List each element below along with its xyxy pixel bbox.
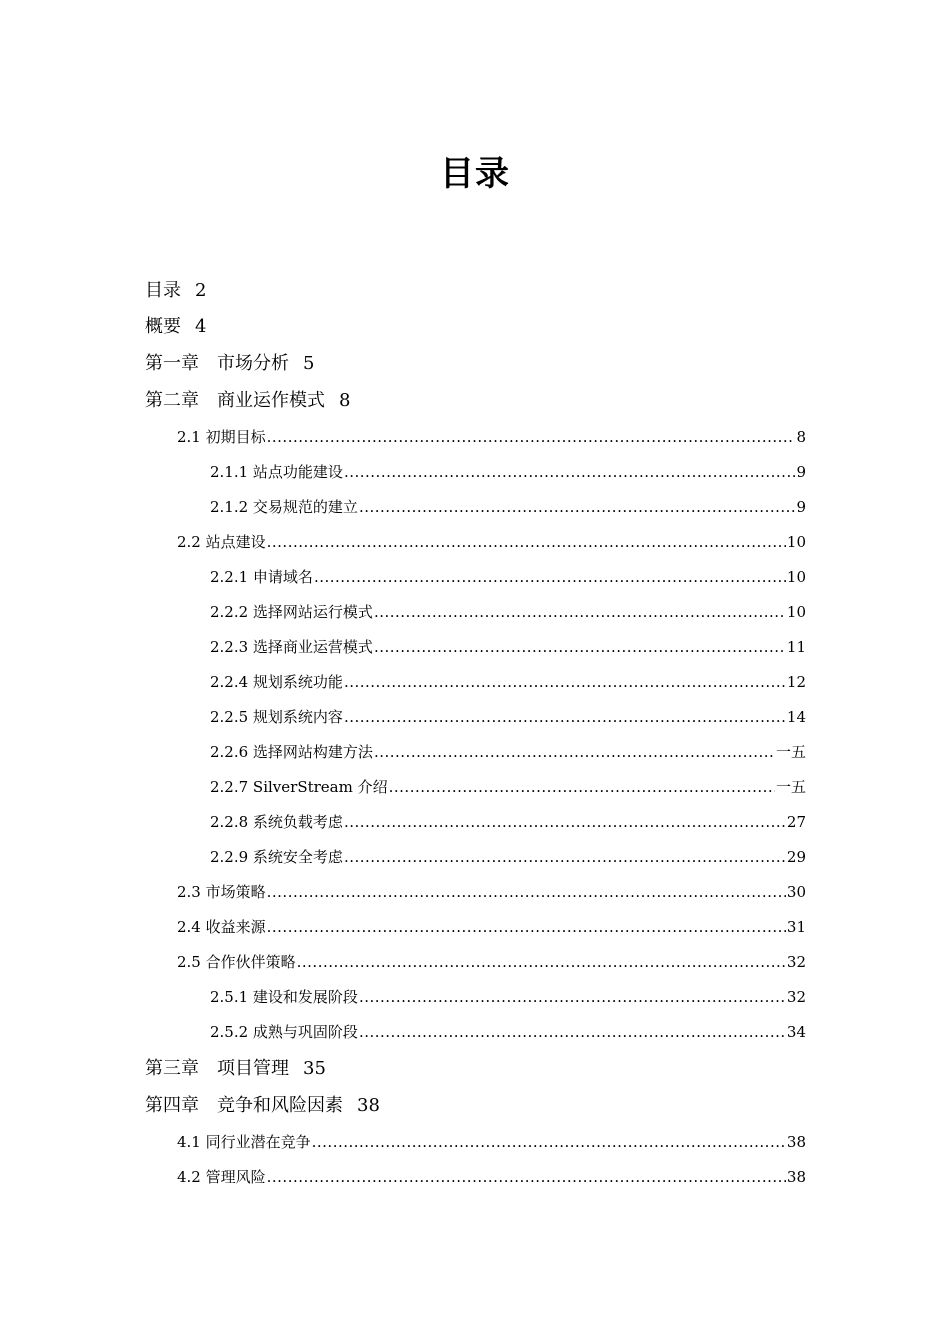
toc-chapter-label: 第三章 项目管理 [145,1058,289,1079]
toc-entry-4-1[interactable] [177,1131,806,1153]
dot-leader [359,496,796,518]
toc-entry-2-2-9[interactable] [210,846,806,868]
toc-entry-2-1[interactable] [177,426,806,448]
dot-leader [267,916,786,938]
dot-leader [359,986,786,1008]
toc-entry-page: 27 [786,813,806,831]
toc-entry-label: 2.5.1 建设和发展阶段 [210,988,358,1006]
toc-chapter-summary[interactable] [145,314,206,340]
toc-chapter-label: 第一章 市场分析 [145,353,289,374]
toc-entry-2-2-8[interactable] [210,811,806,833]
toc-entry-label: 2.2.2 选择网站运行模式 [210,603,373,621]
toc-chapter-contents[interactable] [145,278,206,304]
toc-entry-page: 11 [786,638,806,656]
page-title: 目录 [440,154,510,194]
dot-leader [312,1131,786,1153]
toc-entry-label: 2.2.1 申请域名 [210,568,313,586]
toc-entry-label: 2.1.1 站点功能建设 [210,463,343,481]
dot-leader [267,426,796,448]
toc-entry-label: 2.2.4 规划系统功能 [210,673,343,691]
toc-entry-4-2[interactable] [177,1166,806,1188]
toc-entry-label: 2.4 收益来源 [177,918,266,936]
toc-entry-label: 2.2.5 规划系统内容 [210,708,343,726]
toc-entry-label: 2.1.2 交易规范的建立 [210,498,358,516]
toc-entry-2-2-5[interactable] [210,706,806,728]
toc-entry-2-5-1[interactable] [210,986,806,1008]
dot-leader [389,776,775,798]
toc-entry-page: 34 [786,1023,806,1041]
toc-entry-label: 2.1 初期目标 [177,428,266,446]
toc-entry-page: 8 [796,428,806,446]
dot-leader [267,531,786,553]
toc-entry-page: 14 [786,708,806,726]
toc-chapter-label: 目录 [145,280,181,301]
dot-leader [314,566,786,588]
toc-entry-page: 10 [786,568,806,586]
toc-entry-2-2-7[interactable] [210,776,806,798]
toc-entry-label: 4.2 管理风险 [177,1168,266,1186]
toc-chapter-label: 第四章 竞争和风险因素 [145,1095,343,1116]
toc-chapter-3[interactable] [145,1056,326,1082]
dot-leader [344,461,796,483]
toc-chapter-page: 4 [195,316,207,337]
toc-entry-label: 2.2.8 系统负载考虑 [210,813,343,831]
toc-entry-page: 12 [786,673,806,691]
toc-entry-2-5[interactable] [177,951,806,973]
toc-entry-2-2-6[interactable] [210,741,806,763]
toc-entry-label: 2.2.3 选择商业运营模式 [210,638,373,656]
toc-entry-page: 10 [786,603,806,621]
toc-entry-page: 9 [796,498,806,516]
toc-entry-2-1-2[interactable] [210,496,806,518]
toc-chapter-1[interactable] [145,351,314,377]
dot-leader [297,951,786,973]
toc-entry-2-5-2[interactable] [210,1021,806,1043]
toc-entry-label: 2.2 站点建设 [177,533,266,551]
toc-entry-page: 30 [786,883,806,901]
dot-leader [267,1166,786,1188]
dot-leader [344,846,786,868]
toc-entry-label: 2.3 市场策略 [177,883,266,901]
dot-leader [374,741,775,763]
toc-chapter-page: 5 [303,353,315,374]
toc-chapter-page: 2 [195,280,207,301]
toc-entry-2-2-2[interactable] [210,601,806,623]
toc-entry-2-2-4[interactable] [210,671,806,693]
toc-entry-2-1-1[interactable] [210,461,806,483]
toc-entry-label: 2.2.7 SilverStream 介绍 [210,778,388,796]
toc-entry-page: 9 [796,463,806,481]
toc-entry-page: 10 [786,533,806,551]
toc-chapter-4[interactable] [145,1093,380,1119]
toc-chapter-label: 第二章 商业运作模式 [145,390,325,411]
toc-entry-2-4[interactable] [177,916,806,938]
toc-chapter-page: 38 [357,1095,380,1116]
dot-leader [344,671,786,693]
toc-entry-page: 一五 [775,743,806,761]
toc-entry-label: 2.5.2 成熟与巩固阶段 [210,1023,358,1041]
toc-entry-2-2[interactable] [177,531,806,553]
dot-leader [344,811,786,833]
toc-entry-2-2-3[interactable] [210,636,806,658]
toc-chapter-2[interactable] [145,388,350,414]
dot-leader [344,706,786,728]
toc-entry-label: 2.2.9 系统安全考虑 [210,848,343,866]
toc-entry-page: 32 [786,988,806,1006]
toc-entry-page: 38 [786,1133,806,1151]
toc-entry-page: 32 [786,953,806,971]
dot-leader [374,601,786,623]
dot-leader [359,1021,786,1043]
toc-entry-2-3[interactable] [177,881,806,903]
toc-entry-page: 一五 [775,778,806,796]
toc-entry-page: 38 [786,1168,806,1186]
dot-leader [374,636,786,658]
toc-entry-2-2-1[interactable] [210,566,806,588]
toc-chapter-page: 35 [303,1058,326,1079]
toc-chapter-label: 概要 [145,316,181,337]
toc-entry-label: 2.2.6 选择网站构建方法 [210,743,373,761]
toc-entry-page: 31 [786,918,806,936]
toc-entry-label: 2.5 合作伙伴策略 [177,953,296,971]
toc-entry-page: 29 [786,848,806,866]
dot-leader [267,881,786,903]
toc-chapter-page: 8 [339,390,351,411]
toc-entry-label: 4.1 同行业潜在竞争 [177,1133,311,1151]
